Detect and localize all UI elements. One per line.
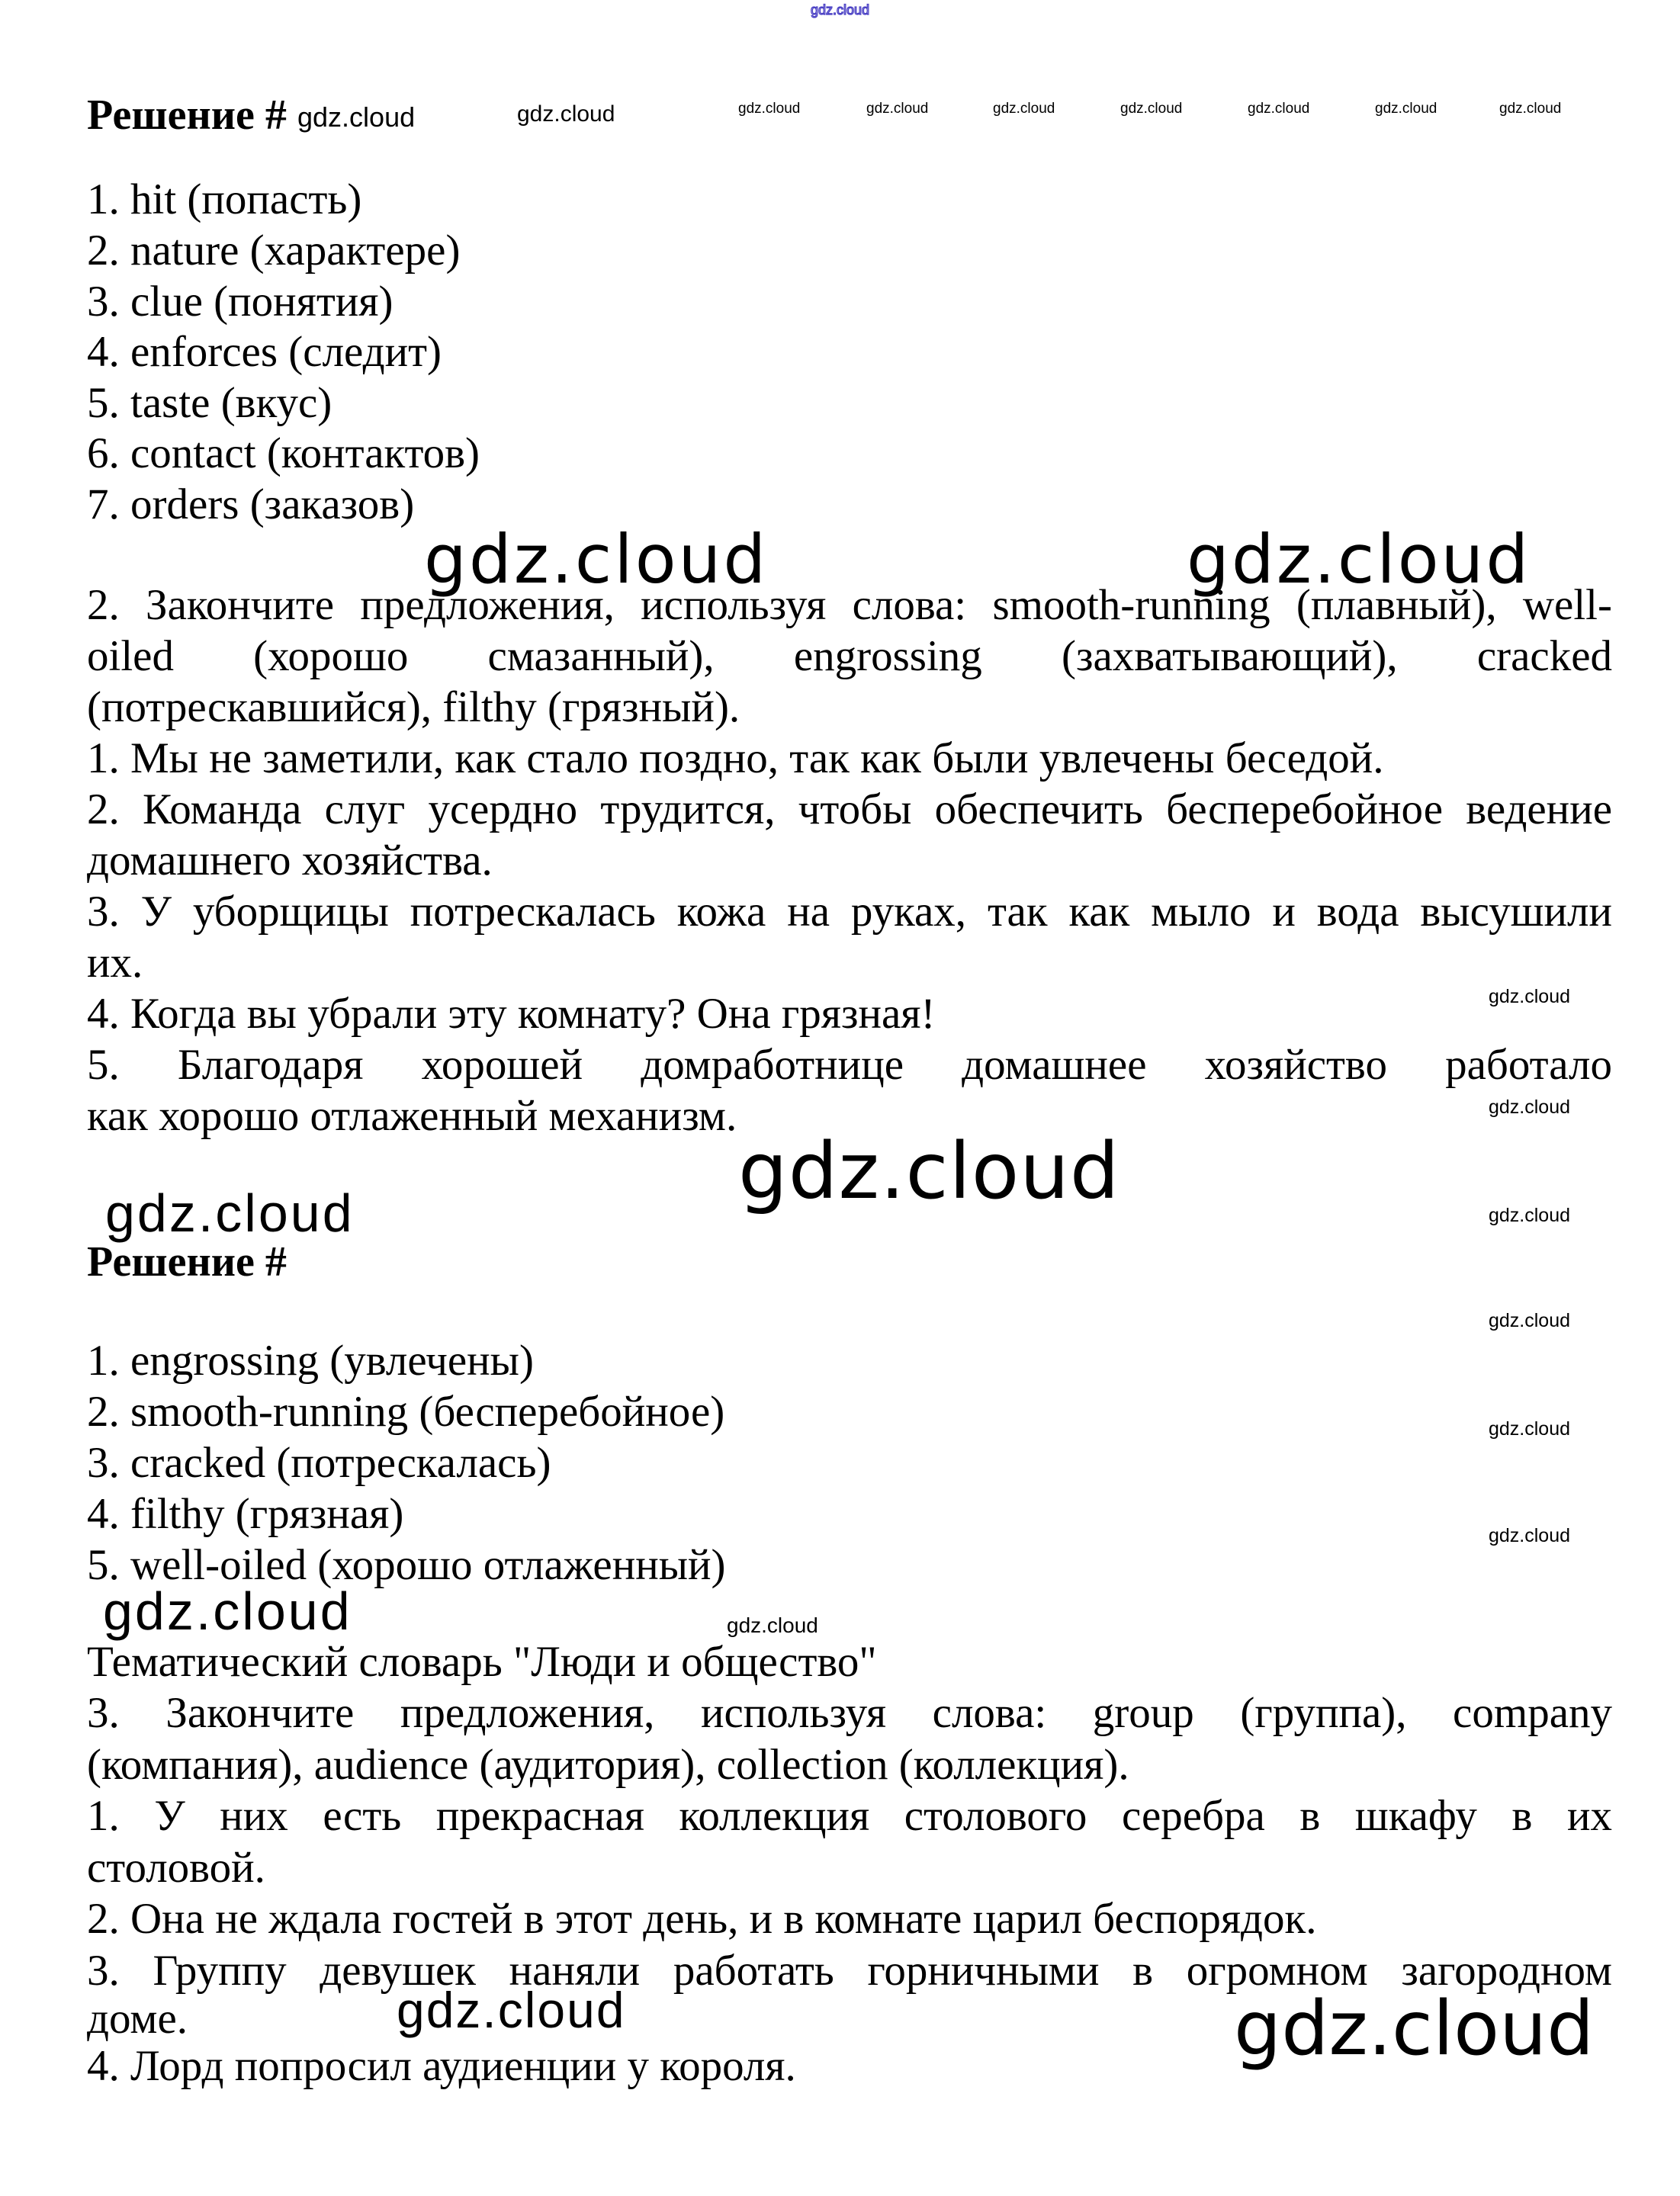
solution2-item-3: 3. cracked (потрескалась)	[87, 1439, 551, 1487]
solution2-item-5: 5. well-oiled (хорошо отлаженный)	[87, 1541, 726, 1589]
watermark-gdz-cloud-purple: gdz.cloud	[811, 2, 870, 18]
ex3-instruction-line1: 3. Закончите предложения, используя слова: group (группа), company	[87, 1689, 1612, 1737]
watermark-gdz-cloud-large: gdz.cloud	[738, 1126, 1120, 1217]
solution1-item-2: 2. nature (характере)	[87, 226, 461, 274]
ex2-sentence-3-line1: 3. У уборщицы потрескалась кожа на руках, так как мыло и вода высушили	[87, 888, 1612, 936]
solution1-item-7: 7. orders (заказов)	[87, 480, 415, 528]
solution1-item-3: 3. clue (понятия)	[87, 278, 393, 326]
solution2-item-4: 4. filthy (грязная)	[87, 1490, 404, 1538]
ex2-sentence-3-line2: их.	[87, 939, 143, 987]
ex3-sentence-4: 4. Лорд попросил аудиенции у короля.	[87, 2042, 796, 2090]
solution1-item-5: 5. taste (вкус)	[87, 379, 332, 427]
watermark-gdz-cloud: gdz.cloud	[993, 101, 1055, 117]
watermark-gdz-cloud: gdz.cloud	[1489, 1525, 1571, 1546]
ex3-sentence-1-line1: 1. У них есть прекрасная коллекция столового серебра в шкафу в их	[87, 1792, 1612, 1840]
watermark-gdz-cloud-large: gdz.cloud	[1234, 1986, 1595, 2072]
ex3-sentence-3-line1: 3. Группу девушек наняли работать горничными в огромном загородном	[87, 1947, 1612, 1995]
watermark-gdz-cloud: gdz.cloud	[866, 101, 929, 117]
watermark-gdz-cloud: gdz.cloud	[1489, 1418, 1571, 1440]
solution1-item-6: 6. contact (контактов)	[87, 429, 480, 477]
watermark-gdz-cloud: gdz.cloud	[1248, 101, 1310, 117]
solution2-item-2: 2. smooth-running (бесперебойное)	[87, 1388, 725, 1436]
watermark-gdz-cloud: gdz.cloud	[1489, 1096, 1571, 1118]
watermark-gdz-cloud: gdz.cloud	[727, 1613, 818, 1637]
watermark-gdz-cloud: gdz.cloud	[1375, 101, 1437, 117]
ex2-sentence-4: 4. Когда вы убрали эту комнату? Она грязная!	[87, 990, 936, 1038]
ex2-instruction-line1: 2. Закончите предложения, используя слова: smooth-running (плавный), well-	[87, 581, 1612, 629]
watermark-gdz-cloud-large: gdz.cloud	[1187, 520, 1531, 599]
watermark-gdz-cloud: gdz.cloud	[738, 101, 801, 117]
watermark-gdz-cloud-large: gdz.cloud	[424, 520, 769, 599]
ex3-sentence-2: 2. Она не ждала гостей в этот день, и в комнате царил беспорядок.	[87, 1895, 1317, 1943]
solution1-item-1: 1. hit (попасть)	[87, 175, 362, 223]
watermark-gdz-cloud: gdz.cloud	[1489, 1310, 1571, 1331]
ex2-sentence-5-line2: как хорошо отлаженный механизм.	[87, 1092, 737, 1140]
watermark-gdz-cloud: gdz.cloud	[1499, 101, 1562, 117]
watermark-gdz-cloud: gdz.cloud	[1489, 1205, 1571, 1226]
ex3-instruction-line2: (компания), audience (аудитория), collection (коллекция).	[87, 1741, 1129, 1789]
solution-heading-2: Решение #	[87, 1238, 287, 1286]
watermark-gdz-cloud: gdz.cloud	[297, 101, 416, 133]
ex3-sentence-1-line2: столовой.	[87, 1844, 265, 1892]
ex3-sentence-3-line2: доме.	[87, 1995, 188, 2043]
ex2-sentence-5-line1: 5. Благодаря хорошей домработнице домашнее хозяйство работало	[87, 1041, 1612, 1089]
watermark-gdz-cloud-medium: gdz.cloud	[397, 1982, 626, 2038]
solution2-item-1: 1. engrossing (увлечены)	[87, 1337, 534, 1385]
ex2-instruction-line3: (потрескавшийся), filthy (грязный).	[87, 683, 740, 731]
watermark-gdz-cloud: gdz.cloud	[1120, 101, 1183, 117]
solution-heading-1: Решение #	[87, 92, 287, 139]
ex2-instruction-line2: oiled (хорошо смазанный), engrossing (захватывающий), cracked	[87, 632, 1612, 680]
vocab-title: Тематический словарь "Люди и общество"	[87, 1638, 877, 1686]
watermark-gdz-cloud: gdz.cloud	[1489, 986, 1571, 1007]
solution1-item-4: 4. enforces (следит)	[87, 328, 442, 376]
watermark-gdz-cloud: gdz.cloud	[517, 101, 615, 127]
ex2-sentence-1: 1. Мы не заметили, как стало поздно, так как были увлечены беседой.	[87, 734, 1384, 782]
ex2-sentence-2-line2: домашнего хозяйства.	[87, 836, 493, 884]
watermark-gdz-cloud-medium: gdz.cloud	[103, 1581, 352, 1641]
watermark-gdz-cloud-medium: gdz.cloud	[105, 1183, 355, 1243]
ex2-sentence-2-line1: 2. Команда слуг усердно трудится, чтобы обеспечить бесперебойное ведение	[87, 785, 1612, 833]
